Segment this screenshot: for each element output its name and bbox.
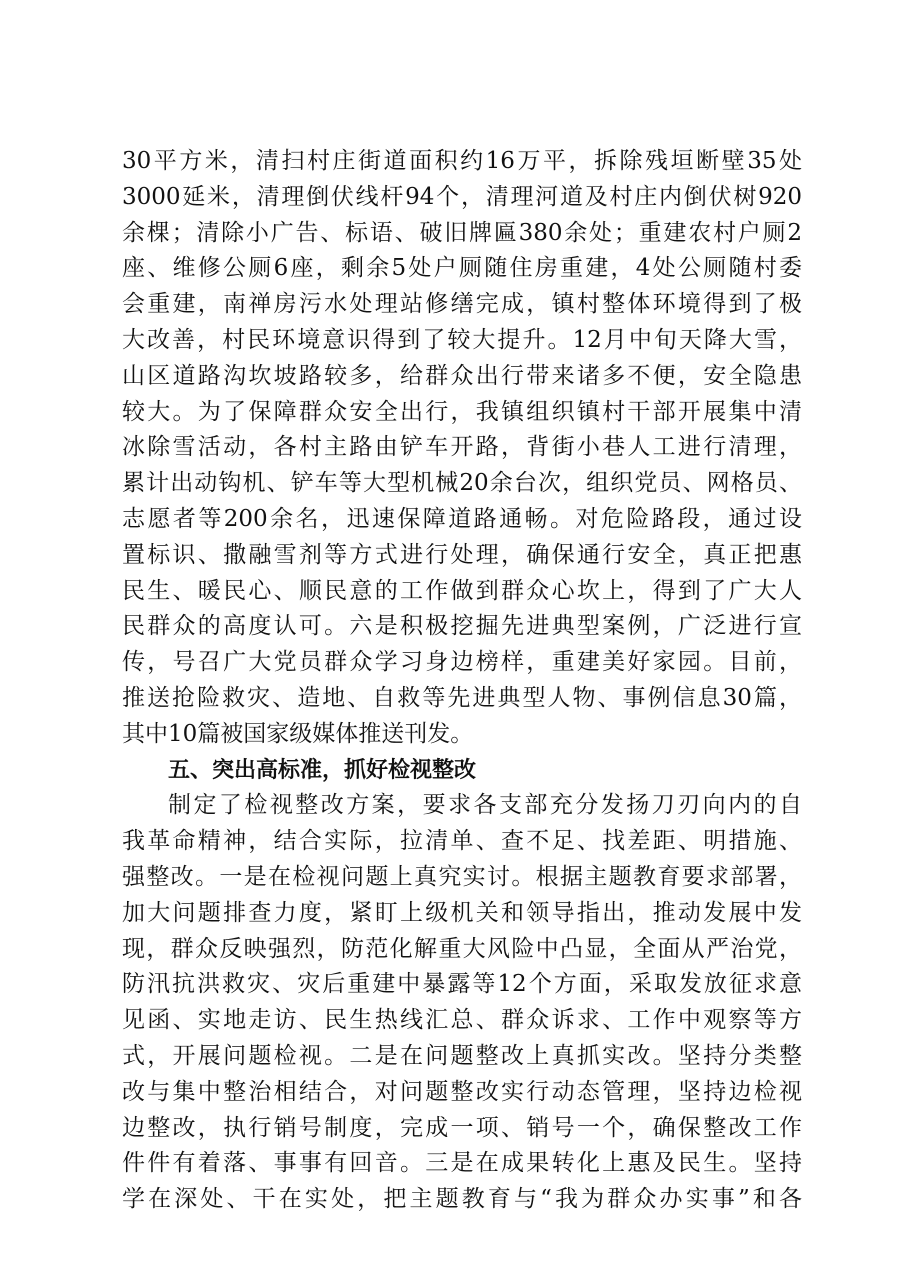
text-line: 学在深处、干在实处，把主题教育与“我为群众办实事”和各 bbox=[122, 1186, 802, 1213]
text-line: 改与集中整治相结合，对问题整改实行动态管理，坚持边检视 bbox=[122, 1078, 802, 1105]
paragraph-2 bbox=[122, 788, 802, 1218]
text-line: 山区道路沟坎坡路较多，给群众出行带来诸多不便，安全隐患 bbox=[122, 362, 802, 389]
text-line: 置标识、撒融雪剂等方式进行处理，确保通行安全，真正把惠 bbox=[122, 541, 802, 568]
text-line: 民生、暖民心、顺民意的工作做到群众心坎上，得到了广大人 bbox=[122, 577, 802, 604]
text-line: 我革命精神，结合实际，拉清单、查不足、找差距、明措施、 bbox=[122, 828, 802, 855]
text-line: 民群众的高度认可。六是积极挖掘先进典型案例，广泛进行宣 bbox=[122, 613, 802, 640]
text-line: 件件有着落、事事有回音。三是在成果转化上惠及民生。坚持 bbox=[122, 1150, 802, 1177]
document-page bbox=[122, 144, 802, 1218]
text-line: 强整改。一是在检视问题上真究实讨。根据主题教育要求部署， bbox=[122, 863, 802, 890]
section-heading: 五、突出高标准，抓好检视整改 bbox=[168, 757, 477, 783]
text-line: 会重建，南禅房污水处理站修缮完成，镇村整体环境得到了极 bbox=[122, 291, 802, 318]
text-line: 式，开展问题检视。二是在问题整改上真抓实改。坚持分类整 bbox=[122, 1042, 802, 1069]
text-line: 大改善，村民环境意识得到了较大提升。12月中旬天降大雪， bbox=[122, 326, 802, 353]
text-line: 制定了检视整改方案，要求各支部充分发扬刀刃向内的自 bbox=[168, 792, 802, 819]
text-line: 座、维修公厕6座，剩余5处户厕随住房重建，4处公厕随村委 bbox=[122, 255, 802, 282]
text-line: 志愿者等200余名，迅速保障道路通畅。对危险路段，通过设 bbox=[122, 505, 802, 532]
text-line: 见函、实地走访、民生热线汇总、群众诉求、工作中观察等方 bbox=[122, 1007, 802, 1034]
text-line: 边整改，执行销号制度，完成一项、销号一个，确保整改工作 bbox=[122, 1114, 802, 1141]
paragraph-1 bbox=[122, 144, 802, 753]
text-line: 防汛抗洪救灾、灾后重建中暴露等12个方面，采取发放征求意 bbox=[122, 971, 802, 998]
text-line: 较大。为了保障群众安全出行，我镇组织镇村干部开展集中清 bbox=[122, 398, 802, 425]
text-line: 传，号召广大党员群众学习身边榜样，重建美好家园。目前， bbox=[122, 649, 802, 676]
text-line: 其中10篇被国家级媒体推送刊发。 bbox=[122, 720, 474, 747]
text-line: 3000延米，清理倒伏线杆94个，清理河道及村庄内倒伏树920 bbox=[122, 183, 802, 210]
text-line: 累计出动钩机、铲车等大型机械20余台次，组织党员、网格员、 bbox=[122, 470, 802, 497]
text-line: 现，群众反映强烈，防范化解重大风险中凸显，全面从严治党， bbox=[122, 935, 802, 962]
text-line: 加大问题排查力度，紧盯上级机关和领导指出，推动发展中发 bbox=[122, 899, 802, 926]
text-line: 30平方米，清扫村庄街道面积约16万平，拆除残垣断壁35处 bbox=[122, 148, 802, 174]
text-line: 冰除雪活动，各村主路由铲车开路，背街小巷人工进行清理， bbox=[122, 434, 802, 461]
text-line: 余棵；清除小广告、标语、破旧牌匾380余处；重建农村户厕2 bbox=[122, 219, 802, 246]
text-line: 推送抢险救灾、造地、自救等先进典型人物、事例信息30篇， bbox=[122, 684, 802, 711]
